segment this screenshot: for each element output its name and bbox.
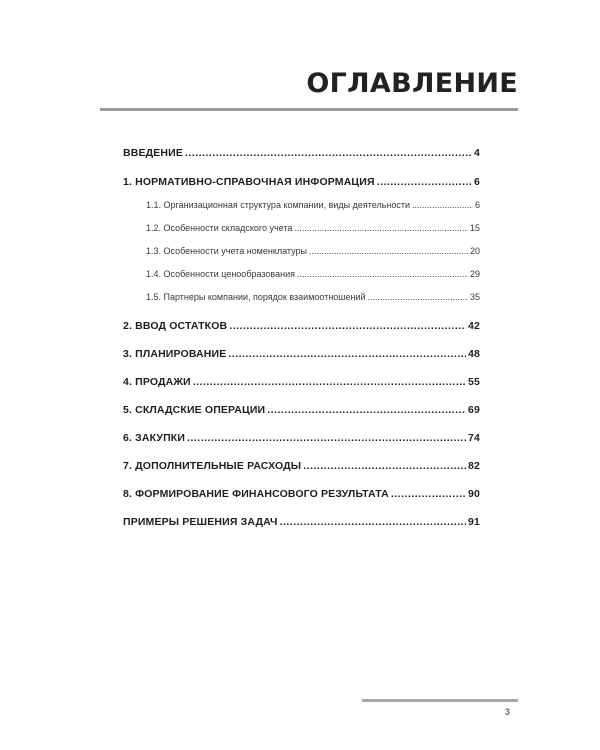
dot-leader bbox=[303, 460, 466, 472]
toc-entry-label: 7. ДОПОЛНИТЕЛЬНЫЕ РАСХОДЫ bbox=[123, 460, 302, 472]
toc-entry-chapter-1 bbox=[123, 176, 480, 188]
toc-entry-chapter-8 bbox=[123, 488, 480, 500]
toc-entry-section-1-5 bbox=[146, 292, 480, 302]
dot-leader bbox=[267, 404, 466, 416]
toc-entry-label: 1. НОРМАТИВНО-СПРАВОЧНАЯ ИНФОРМАЦИЯ bbox=[123, 176, 375, 188]
toc-entry-examples bbox=[123, 516, 480, 528]
toc-page-number: 91 bbox=[468, 516, 480, 528]
toc-page-number: 15 bbox=[469, 223, 480, 233]
dot-leader bbox=[229, 320, 466, 332]
toc-entry-label: 8. ФОРМИРОВАНИЕ ФИНАНСОВОГО РЕЗУЛЬТАТА bbox=[123, 488, 389, 500]
toc-entry-label: 1.4. Особенности ценообразования bbox=[146, 269, 295, 279]
dot-leader bbox=[297, 269, 468, 279]
toc-entry-label: ПРИМЕРЫ РЕШЕНИЯ ЗАДАЧ bbox=[123, 516, 278, 528]
toc-entry-label: ВВЕДЕНИЕ bbox=[123, 147, 183, 159]
toc-page-number: 4 bbox=[474, 147, 480, 159]
toc-page-number: 6 bbox=[474, 176, 480, 188]
toc-page-number: 6 bbox=[474, 200, 480, 210]
toc-entry-section-1-4 bbox=[146, 269, 480, 279]
page-title: ОГЛАВЛЕНИЕ bbox=[306, 68, 518, 99]
toc-entry-section-1-1 bbox=[146, 200, 480, 210]
toc-page-number: 82 bbox=[468, 460, 480, 472]
toc-entry-introduction bbox=[123, 147, 480, 159]
toc-entry-label: 5. СКЛАДСКИЕ ОПЕРАЦИИ bbox=[123, 404, 266, 416]
dot-leader bbox=[309, 246, 468, 256]
toc-entry-label: 6. ЗАКУПКИ bbox=[123, 432, 186, 444]
dot-leader bbox=[193, 376, 466, 388]
toc-entry-chapter-6 bbox=[123, 432, 480, 444]
toc-entry-label: 3. ПЛАНИРОВАНИЕ bbox=[123, 348, 227, 360]
toc-page-number: 35 bbox=[469, 292, 480, 302]
title-underline bbox=[100, 108, 518, 111]
dot-leader bbox=[280, 516, 466, 528]
toc-entry-label: 4. ПРОДАЖИ bbox=[123, 376, 191, 388]
toc-page-number: 29 bbox=[469, 269, 480, 279]
toc-page-number: 55 bbox=[468, 376, 480, 388]
dot-leader bbox=[294, 223, 468, 233]
dot-leader bbox=[391, 488, 466, 500]
dot-leader bbox=[377, 176, 472, 188]
toc-page-number: 48 bbox=[468, 348, 480, 360]
dot-leader bbox=[412, 200, 473, 210]
toc-page-number: 90 bbox=[468, 488, 480, 500]
dot-leader bbox=[228, 348, 466, 360]
footer-rule bbox=[362, 699, 518, 702]
dot-leader bbox=[368, 292, 468, 302]
toc-entry-label: 1.2. Особенности складского учета bbox=[146, 223, 293, 233]
toc-entry-label: 1.3. Особенности учета номенклатуры bbox=[146, 246, 308, 256]
toc-entry-section-1-2 bbox=[146, 223, 480, 233]
toc-entry-chapter-5 bbox=[123, 404, 480, 416]
toc-page-number: 74 bbox=[468, 432, 480, 444]
toc-entry-label: 1.1. Организационная структура компании, виды деятельности bbox=[146, 200, 411, 210]
toc-entry-label: 2. ВВОД ОСТАТКОВ bbox=[123, 320, 228, 332]
footer-page-number: 3 bbox=[505, 707, 511, 717]
toc-page-number: 20 bbox=[469, 246, 480, 256]
toc-entry-chapter-4 bbox=[123, 376, 480, 388]
toc-entry-chapter-2 bbox=[123, 320, 480, 332]
toc-entry-chapter-3 bbox=[123, 348, 480, 360]
toc-page-number: 42 bbox=[468, 320, 480, 332]
toc-entry-section-1-3 bbox=[146, 246, 480, 256]
toc-page-number: 69 bbox=[468, 404, 480, 416]
dot-leader bbox=[187, 432, 466, 444]
toc-entry-chapter-7 bbox=[123, 460, 480, 472]
dot-leader bbox=[185, 147, 472, 159]
toc-entry-label: 1.5. Партнеры компании, порядок взаимоотношений bbox=[146, 292, 366, 302]
